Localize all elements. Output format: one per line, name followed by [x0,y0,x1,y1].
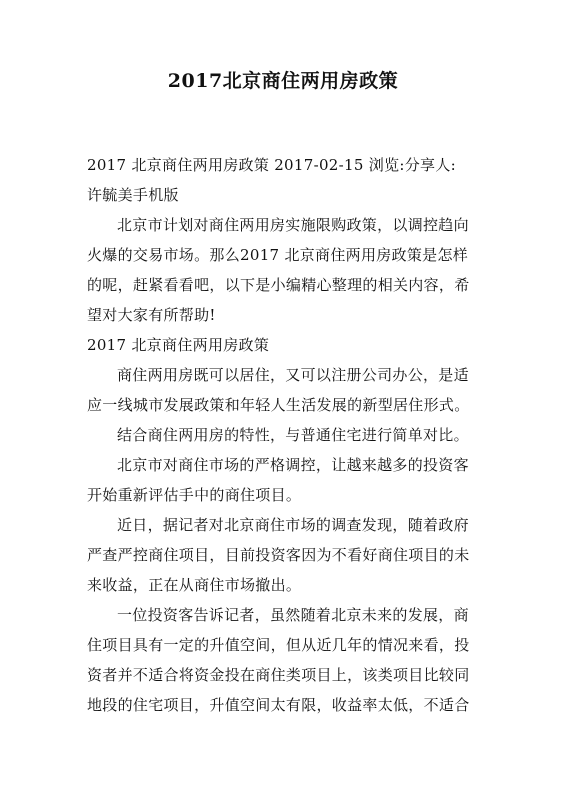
paragraph: 商住两用房既可以居住，又可以注册公司办公，是适应一线城市发展政策和年轻人生活发展的新型居住形式。 [87,366,470,414]
paragraph: 一位投资客告诉记者，虽然随着北京未来的发展，商住项目具有一定的升值空间，但从近几年的情况来看，投资者并不适合将资金投在商住类项目上，该类项目比较同地段的住宅项目，升值空间太有限，收益率太低，不适合 [87,606,470,714]
meta-line: 2017 北京商住两用房政策 2017-02-15 浏览:分享人: 许毓美手机版 [87,156,456,204]
paragraph: 结合商住两用房的特性，与普通住宅进行简单对比。 [117,426,469,444]
document-title: 2017北京商住两用房政策 [167,70,399,92]
document-body [87,150,475,720]
section-heading: 2017 北京商住两用房政策 [87,336,270,354]
paragraph: 近日，据记者对北京商住市场的调查发现，随着政府严查严控商住项目，目前投资客因为不看好商住项目的未来收益，正在从商住市场撤出。 [87,516,470,594]
paragraph: 北京市计划对商住两用房实施限购政策，以调控趋向火爆的交易市场。那么2017 北京商住两用房政策是怎样的呢，赶紧看看吧，以下是小编精心整理的相关内容，希望对大家有所帮助! [87,216,470,324]
paragraph: 北京市对商住市场的严格调控，让越来越多的投资客开始重新评估手中的商住项目。 [87,456,469,504]
